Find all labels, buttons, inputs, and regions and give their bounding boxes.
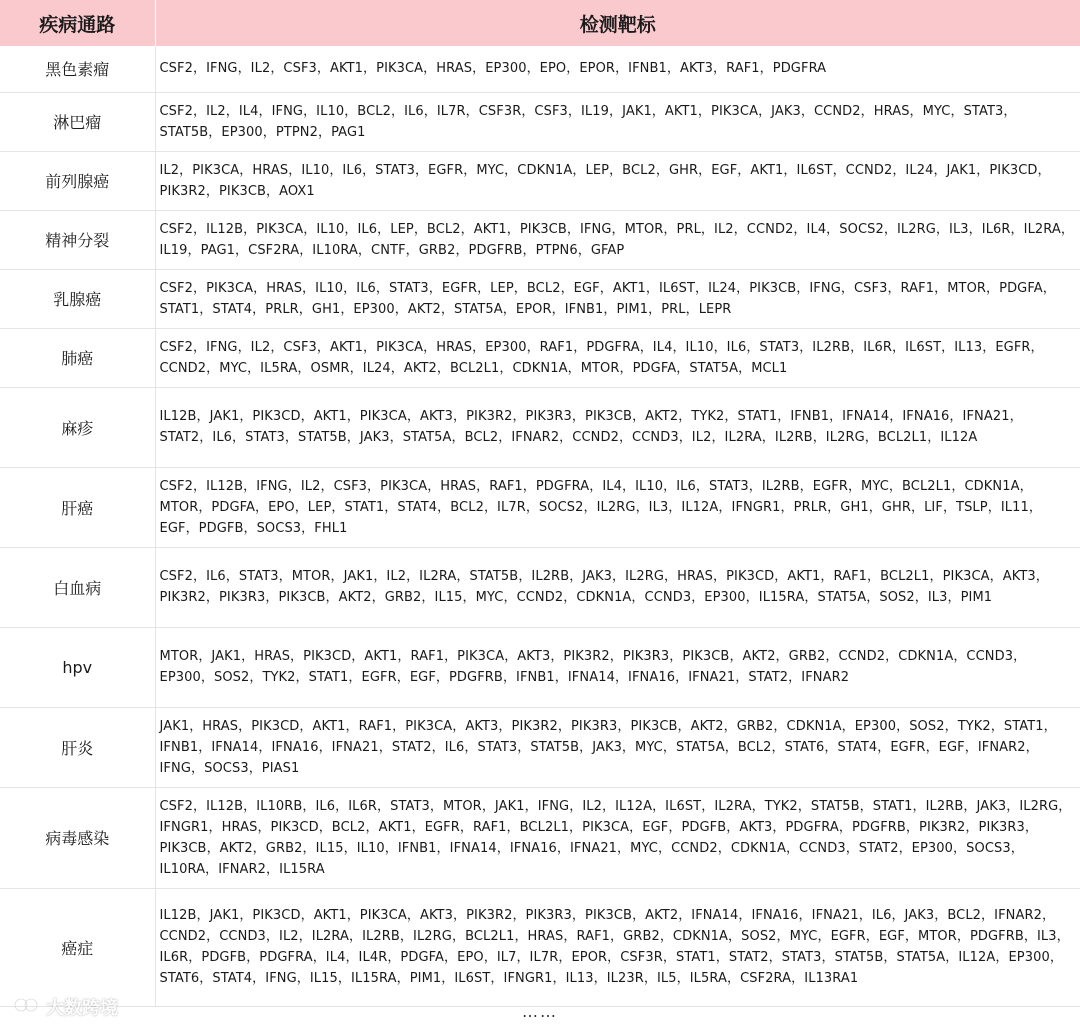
- disease-name: 白血病: [0, 547, 155, 627]
- header-disease-pathway: 疾病通路: [0, 0, 155, 46]
- target-list: CSF2，IL2，IL4，IFNG，IL10，BCL2，IL6，IL7R，CSF3R，CSF3，IL19，JAK1，AKT1，PIK3CA，JAK3，CCND2，HRAS，MYC，STAT3，STAT5B，EP300，PTPN2，PAG1: [155, 92, 1080, 151]
- disease-name: 精神分裂: [0, 210, 155, 269]
- header-row: [0, 0, 1080, 46]
- table-row: [0, 46, 1080, 92]
- target-list: MTOR，JAK1，HRAS，PIK3CD，AKT1，RAF1，PIK3CA，AKT3，PIK3R2，PIK3R3，PIK3CB，AKT2，GRB2，CCND2，CDKN1A，CCND3，EP300，SOS2，TYK2，STAT1，EGFR，EGF，PDGFRB，IFNB1，IFNA14，IFNA16，IFNA21，STAT2，IFNAR2: [155, 627, 1080, 707]
- disease-name: 淋巴瘤: [0, 92, 155, 151]
- disease-name: 肝炎: [0, 707, 155, 787]
- disease-name: hpv: [0, 627, 155, 707]
- disease-name: 黑色素瘤: [0, 46, 155, 92]
- target-list: CSF2，IFNG，IL2，CSF3，AKT1，PIK3CA，HRAS，EP300，EPO，EPOR，IFNB1，AKT3，RAF1，PDGFRA: [155, 46, 1080, 92]
- target-list: JAK1，HRAS，PIK3CD，AKT1，RAF1，PIK3CA，AKT3，PIK3R2，PIK3R3，PIK3CB，AKT2，GRB2，CDKN1A，EP300，SOS2，TYK2，STAT1，IFNB1，IFNA14，IFNA16，IFNA21，STAT2，IL6，STAT3，STAT5B，JAK3，MYC，STAT5A，BCL2，STAT6，STAT4，EGFR，EGF，IFNAR2，IFNG，SOCS3，PIAS1: [155, 707, 1080, 787]
- table-row: [0, 707, 1080, 787]
- target-list: IL12B，JAK1，PIK3CD，AKT1，PIK3CA，AKT3，PIK3R2，PIK3R3，PIK3CB，AKT2，IFNA14，IFNA16，IFNA21，IL6，JAK3，BCL2，IFNAR2，CCND2，CCND3，IL2，IL2RA，IL2RB，IL2RG，BCL2L1，HRAS，RAF1，GRB2，CDKN1A，SOS2，MYC，EGFR，EGF，MTOR，PDGFRB，IL3，IL6R，PDGFB，PDGFRA，IL4，IL4R，PDGFA，EPO，IL7，IL7R，EPOR，CSF3R，STAT1，STAT2，STAT3，STAT5B，STAT5A，IL12A，EP300，STAT6，STAT4，IFNG，IL15，IL15RA，PIM1，IL6ST，IFNGR1，IL13，IL23R，IL5，IL5RA，CSF2RA，IL13RA1: [155, 888, 1080, 1006]
- disease-name: 麻疹: [0, 387, 155, 467]
- target-list: CSF2，IL12B，PIK3CA，IL10，IL6，LEP，BCL2，AKT1，PIK3CB，IFNG，MTOR，PRL，IL2，CCND2，IL4，SOCS2，IL2RG，IL3，IL6R，IL2RA，IL19，PAG1，CSF2RA，IL10RA，CNTF，GRB2，PDGFRB，PTPN6，GFAP: [155, 210, 1080, 269]
- watermark-text: 大数跨境: [46, 998, 118, 1019]
- table-row: [0, 387, 1080, 467]
- target-list: IL12B，JAK1，PIK3CD，AKT1，PIK3CA，AKT3，PIK3R2，PIK3R3，PIK3CB，AKT2，TYK2，STAT1，IFNB1，IFNA14，IFNA16，IFNA21，STAT2，IL6，STAT3，STAT5B，JAK3，STAT5A，BCL2，IFNAR2，CCND2，CCND3，IL2，IL2RA，IL2RB，IL2RG，BCL2L1，IL12A: [155, 387, 1080, 467]
- disease-name: 癌症: [0, 888, 155, 1006]
- target-list: IL2，PIK3CA，HRAS，IL10，IL6，STAT3，EGFR，MYC，CDKN1A，LEP，BCL2，GHR，EGF，AKT1，IL6ST，CCND2，IL24，JAK1，PIK3CD，PIK3R2，PIK3CB，AOX1: [155, 151, 1080, 210]
- table-row: [0, 92, 1080, 151]
- disease-name: 肝癌: [0, 467, 155, 547]
- table-row: [0, 787, 1080, 888]
- table-row: [0, 328, 1080, 387]
- disease-name: 前列腺癌: [0, 151, 155, 210]
- target-list: CSF2，IFNG，IL2，CSF3，AKT1，PIK3CA，HRAS，EP300，RAF1，PDGFRA，IL4，IL10，IL6，STAT3，IL2RB，IL6R，IL6ST，IL13，EGFR，CCND2，MYC，IL5RA，OSMR，IL24，AKT2，BCL2L1，CDKN1A，MTOR，PDGFA，STAT5A，MCL1: [155, 328, 1080, 387]
- table-row: [0, 467, 1080, 547]
- more-ellipsis: ……: [522, 1002, 558, 1021]
- disease-name: 乳腺癌: [0, 269, 155, 328]
- disease-name: 肺癌: [0, 328, 155, 387]
- table-row: [0, 210, 1080, 269]
- table-row: [0, 547, 1080, 627]
- target-list: CSF2，IL12B，IL10RB，IL6，IL6R，STAT3，MTOR，JAK1，IFNG，IL2，IL12A，IL6ST，IL2RA，TYK2，STAT5B，STAT1，IL2RB，JAK3，IL2RG，IFNGR1，HRAS，PIK3CD，BCL2，AKT1，EGFR，RAF1，BCL2L1，PIK3CA，EGF，PDGFB，AKT3，PDGFRA，PDGFRB，PIK3R2，PIK3R3，PIK3CB，AKT2，GRB2，IL15，IL10，IFNB1，IFNA14，IFNA16，IFNA21，MYC，CCND2，CDKN1A，CCND3，STAT2，EP300，SOCS3，IL10RA，IFNAR2，IL15RA: [155, 787, 1080, 888]
- target-list: CSF2，PIK3CA，HRAS，IL10，IL6，STAT3，EGFR，LEP，BCL2，EGF，AKT1，IL6ST，IL24，PIK3CB，IFNG，CSF3，RAF1，MTOR，PDGFA，STAT1，STAT4，PRLR，GH1，EP300，AKT2，STAT5A，EPOR，IFNB1，PIM1，PRL，LEPR: [155, 269, 1080, 328]
- target-list: CSF2，IL6，STAT3，MTOR，JAK1，IL2，IL2RA，STAT5B，IL2RB，JAK3，IL2RG，HRAS，PIK3CD，AKT1，RAF1，BCL2L1，PIK3CA，AKT3，PIK3R2，PIK3R3，PIK3CB，AKT2，GRB2，IL15，MYC，CCND2，CDKN1A，CCND3，EP300，IL15RA，STAT5A，SOS2，IL3，PIM1: [155, 547, 1080, 627]
- table-row: [0, 888, 1080, 1006]
- header-targets: 检测靶标: [155, 0, 1080, 46]
- watermark: [14, 994, 118, 1020]
- table-row: [0, 269, 1080, 328]
- table-row: [0, 151, 1080, 210]
- table-row: [0, 627, 1080, 707]
- disease-name: 病毒感染: [0, 787, 155, 888]
- target-list: CSF2，IL12B，IFNG，IL2，CSF3，PIK3CA，HRAS，RAF1，PDGFRA，IL4，IL10，IL6，STAT3，IL2RB，EGFR，MYC，BCL2L1，CDKN1A，MTOR，PDGFA，EPO，LEP，STAT1，STAT4，BCL2，IL7R，SOCS2，IL2RG，IL3，IL12A，IFNGR1，PRLR，GH1，GHR，LIF，TSLP，IL11，EGF，PDGFB，SOCS3，FHL1: [155, 467, 1080, 547]
- logo-icon: [14, 994, 40, 1020]
